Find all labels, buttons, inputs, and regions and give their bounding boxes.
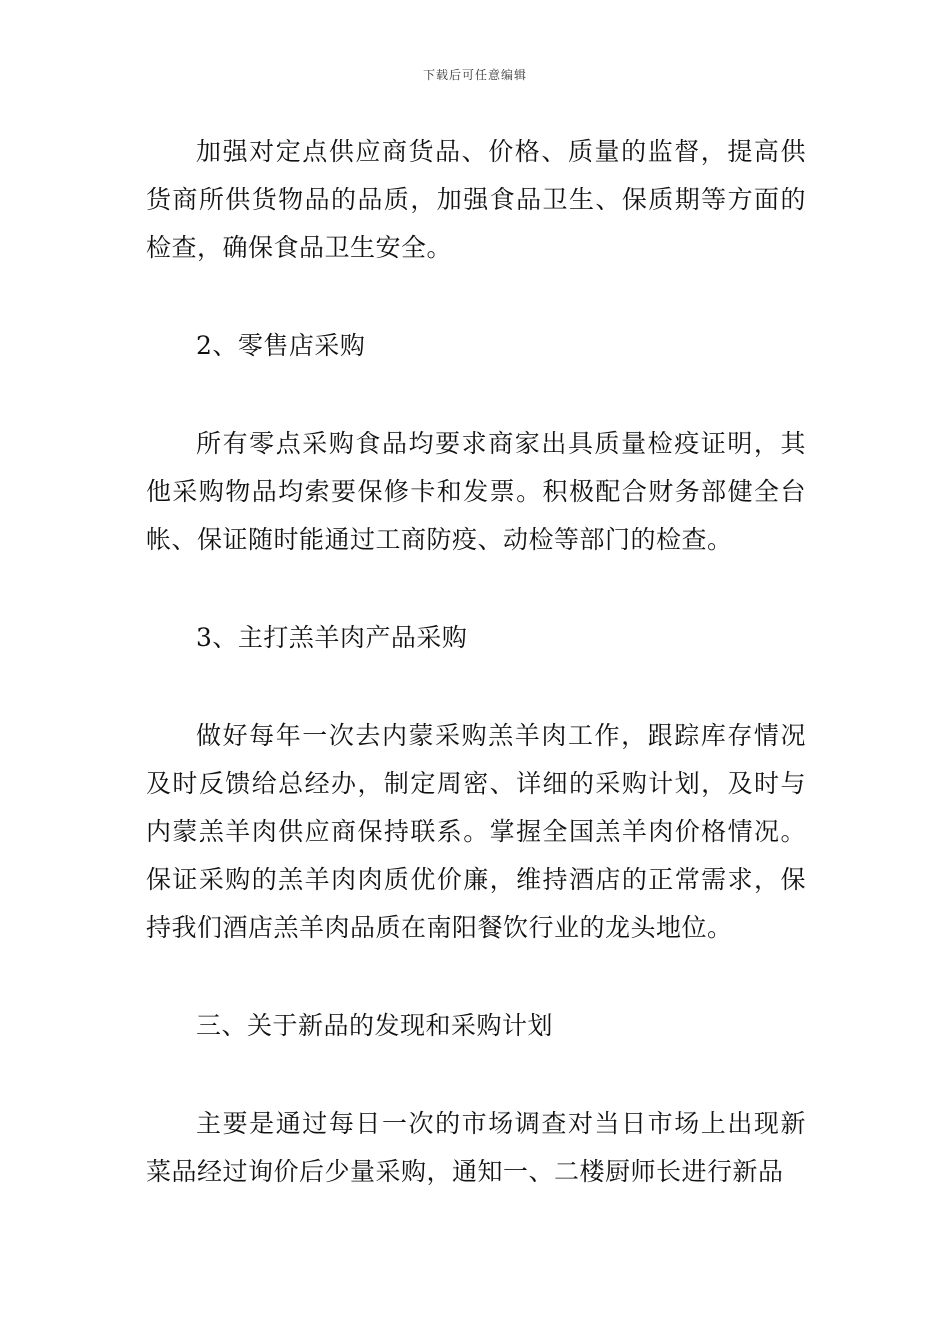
paragraph-spacer (146, 564, 806, 614)
heading-new-products: 三、关于新品的发现和采购计划 (196, 1011, 554, 1040)
heading-retail-procurement: 2、零售店采购 (196, 331, 366, 360)
paragraph-spacer (146, 370, 806, 420)
paragraph-spacer (146, 1050, 806, 1100)
document-body (146, 128, 806, 1196)
page-header: 下载后可任意编辑 (422, 68, 527, 82)
paragraph-spacer (146, 952, 806, 1002)
heading-lamb-procurement: 3、主打羔羊肉产品采购 (196, 623, 468, 652)
paragraph-lamb-procurement: 做好每年一次去内蒙采购羔羊肉工作，跟踪库存情况及时反馈给总经办，制定周密、详细的采购计划，及时与内蒙羔羊肉供应商保持联系。掌握全国羔羊肉价格情况。保证采购的羔羊肉肉质优价廉，维持酒店的正常需求，保持我们酒店羔羊肉品质在南阳餐饮行业的龙头地位。 (146, 721, 806, 942)
paragraph-spacer (146, 272, 806, 322)
paragraph-supplier-supervision: 加强对定点供应商货品、价格、质量的监督，提高供货商所供货物品的品质，加强食品卫生、保质期等方面的检查，确保食品卫生安全。 (146, 137, 806, 262)
paragraph-retail-procurement: 所有零点采购食品均要求商家出具质量检疫证明，其他采购物品均索要保修卡和发票。积极配合财务部健全台帐、保证随时能通过工商防疫、动检等部门的检查。 (146, 429, 806, 554)
paragraph-spacer (146, 662, 806, 712)
paragraph-new-products: 主要是通过每日一次的市场调查对当日市场上出现新菜品经过询价后少量采购，通知一、二楼厨师长进行新品 (146, 1109, 806, 1186)
